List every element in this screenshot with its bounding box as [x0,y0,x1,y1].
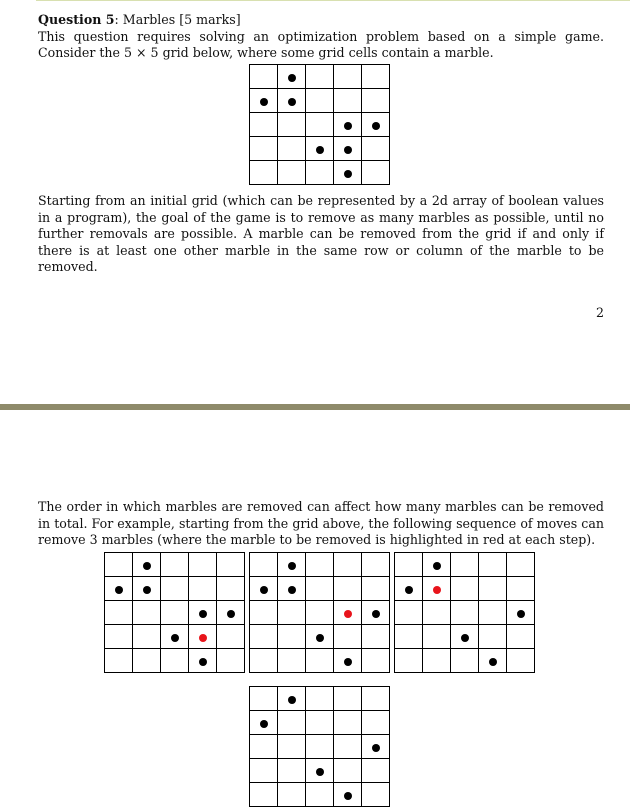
grid-cell [189,553,217,577]
grid-cell [479,649,507,673]
grid-cell [507,553,535,577]
grid-cell [507,625,535,649]
grid-row [250,601,390,625]
grid-row [250,137,390,161]
marble [288,586,296,594]
grid-cell [306,759,334,783]
grid-cell [362,137,390,161]
grid-cell [362,601,390,625]
grid-row [250,687,390,711]
grid-cell [250,711,278,735]
grid-cell [423,625,451,649]
grid-cell [334,759,362,783]
grid-cell [105,625,133,649]
grid-row [105,649,245,673]
grid-cell [105,577,133,601]
grid-cell [217,625,245,649]
marble [288,562,296,570]
grid-cell [278,137,306,161]
grid-cell [362,65,390,89]
grid-cell [362,711,390,735]
grid-cell [423,601,451,625]
marble [288,74,296,82]
grid-cell [250,649,278,673]
marble [372,122,380,130]
marble-highlighted [344,610,352,618]
grid-cell [334,711,362,735]
grid-cell [451,625,479,649]
grid-cell [334,65,362,89]
grid-cell [105,649,133,673]
grid-row [250,783,390,807]
grid-cell [161,649,189,673]
marble [115,586,123,594]
grid-cell [306,601,334,625]
step-grid-1 [104,552,245,673]
grid-row [105,553,245,577]
grid-cell [278,89,306,113]
marble [260,586,268,594]
marble [227,610,235,618]
grid-cell [278,687,306,711]
grid-cell [189,577,217,601]
intro-text: This question requires solving an optimization problem based on a simple game. Consider the 5 × 5 grid below, where some grid cells contain a marble. [38,28,604,60]
marble [199,658,207,666]
grid-cell [133,601,161,625]
marble [260,720,268,728]
grid-row [395,625,535,649]
grid-cell [451,553,479,577]
marble [461,634,469,642]
grid-cell [334,687,362,711]
grid-cell [306,783,334,807]
grid-cell [306,625,334,649]
grid-cell [479,577,507,601]
grid-cell [334,113,362,137]
step-grid-3 [394,552,535,673]
grid-cell [362,89,390,113]
grid-cell [423,577,451,601]
grid-cell [306,735,334,759]
grid-row [395,577,535,601]
marble [171,634,179,642]
grid-cell [278,577,306,601]
grid-cell [362,625,390,649]
grid-cell [250,735,278,759]
grid-row [250,577,390,601]
grid-row [250,113,390,137]
grid-cell [105,553,133,577]
grid-row [395,601,535,625]
grid-cell [278,759,306,783]
grid-cell [334,161,362,185]
marble-highlighted [433,586,441,594]
grid-cell [250,65,278,89]
grid-cell [250,759,278,783]
marble [260,98,268,106]
marble [489,658,497,666]
grid-cell [334,553,362,577]
grid-cell [507,649,535,673]
marble [344,146,352,154]
grid-cell [250,687,278,711]
grid-cell [133,553,161,577]
grid-cell [423,553,451,577]
marble [433,562,441,570]
page-divider [0,404,630,410]
marble [372,744,380,752]
grid-cell [306,649,334,673]
marble [344,122,352,130]
grid-cell [250,577,278,601]
grid-cell [278,65,306,89]
grid-row [250,649,390,673]
grid-cell [362,735,390,759]
marble [316,768,324,776]
grid-cell [306,113,334,137]
grid-cell [362,649,390,673]
grid-cell [334,735,362,759]
marble [316,146,324,154]
marble [143,586,151,594]
grid-cell [189,625,217,649]
grid-cell [217,649,245,673]
grid-cell [395,625,423,649]
grid-row [105,625,245,649]
grid-cell [334,601,362,625]
grid-cell [423,649,451,673]
grid-cell [334,625,362,649]
grid-cell [217,577,245,601]
grid-cell [278,649,306,673]
grid-cell [507,577,535,601]
grid-row [250,759,390,783]
order-paragraph: The order in which marbles are removed can affect how many marbles can be removed in total. For example, starting from the grid above, the following sequence of moves can remove 3 marbles (where the marble to be removed is highlighted in red at each step). [38,499,604,547]
grid-cell [395,649,423,673]
grid-cell [362,759,390,783]
grid-cell [250,137,278,161]
grid-row [250,735,390,759]
grid-cell [306,65,334,89]
step-grid-4 [249,686,390,807]
grid-cell [362,687,390,711]
grid-cell [306,687,334,711]
grid-row [250,65,390,89]
grid-cell [507,601,535,625]
marble [288,98,296,106]
marble-highlighted [199,634,207,642]
grid-cell [278,711,306,735]
grid-cell [250,625,278,649]
grid-cell [189,601,217,625]
grid-cell [306,577,334,601]
grid-cell [306,161,334,185]
grid-cell [161,625,189,649]
grid-cell [395,577,423,601]
marble [344,792,352,800]
step-grid-2 [249,552,390,673]
grid-cell [250,161,278,185]
grid-cell [306,89,334,113]
grid-cell [306,137,334,161]
question-title: : Marbles [5 marks] [114,12,241,27]
grid-cell [362,577,390,601]
grid-cell [479,553,507,577]
grid-cell [362,783,390,807]
grid-cell [306,711,334,735]
grid-row [395,553,535,577]
grid-cell [479,625,507,649]
grid-cell [362,553,390,577]
grid-cell [395,601,423,625]
marble [344,170,352,178]
grid-cell [278,161,306,185]
grid-cell [217,553,245,577]
grid-cell [334,577,362,601]
grid-cell [161,601,189,625]
question-label: Question 5 [38,12,115,27]
marble [372,610,380,618]
grid-cell [479,601,507,625]
marble [143,562,151,570]
grid-cell [278,625,306,649]
grid-cell [278,553,306,577]
grid-cell [334,783,362,807]
grid-cell [250,553,278,577]
marble [288,696,296,704]
grid-cell [250,113,278,137]
grid-cell [278,735,306,759]
grid-cell [133,577,161,601]
grid-cell [278,113,306,137]
grid-cell [334,649,362,673]
grid-cell [278,783,306,807]
marble [517,610,525,618]
grid-cell [451,649,479,673]
rules-paragraph: Starting from an initial grid (which can be represented by a 2d array of boolean values in a program), the goal of the game is to remove as many marbles as possible, until no further removals are possible. A marble can be removed from the grid if and only if there is at least one other marble in the same row or column of the marble to be removed. [38,193,604,274]
grid-cell [250,601,278,625]
grid-cell [278,601,306,625]
grid-cell [362,161,390,185]
grid-row [250,625,390,649]
grid-row [105,601,245,625]
grid-cell [133,649,161,673]
grid-cell [334,137,362,161]
grid-cell [189,649,217,673]
initial-grid [249,64,390,185]
marble [316,634,324,642]
grid-row [250,553,390,577]
grid-cell [217,601,245,625]
grid-cell [161,577,189,601]
marble [405,586,413,594]
grid-cell [395,553,423,577]
grid-cell [334,89,362,113]
grid-row [250,711,390,735]
grid-cell [161,553,189,577]
grid-cell [306,553,334,577]
page-number: 2 [595,305,604,320]
question-intro [38,12,604,62]
grid-row [395,649,535,673]
grid-cell [451,601,479,625]
grid-cell [451,577,479,601]
grid-row [250,89,390,113]
grid-cell [250,783,278,807]
grid-cell [362,113,390,137]
marble [199,610,207,618]
marble [344,658,352,666]
grid-row [250,161,390,185]
grid-cell [105,601,133,625]
grid-cell [133,625,161,649]
top-rule [36,0,630,1]
grid-row [105,577,245,601]
grid-cell [250,89,278,113]
